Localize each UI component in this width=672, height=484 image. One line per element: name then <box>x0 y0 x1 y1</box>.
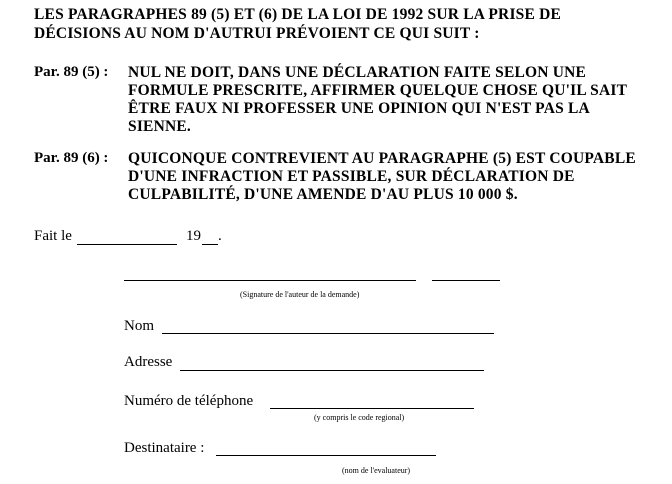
signature-caption: (Signature de l'auteur de la demande) <box>240 290 360 299</box>
paragraph-5-line-3: ÊTRE FAUX NI PROFESSER UNE OPINION QUI N'EST PAS LA <box>128 100 590 117</box>
destinataire-caption: (nom de l'evaluateur) <box>342 466 411 475</box>
telephone-label: Numéro de téléphone <box>124 393 254 409</box>
adresse-field[interactable] <box>180 370 484 371</box>
paragraph-6-line-3: CULPABILITÉ, D'UNE AMENDE D'AU PLUS 10 000 $. <box>128 186 518 203</box>
paragraph-6-line-2: D'UNE INFRACTION ET PASSIBLE, SUR DÉCLARATION DE <box>128 168 575 185</box>
year-prefix: 19 <box>186 228 201 244</box>
paragraph-5-text <box>128 64 668 136</box>
paragraph-5-line-2: FORMULE PRESCRITE, AFFIRMER QUELQUE CHOSE QU'IL SAIT <box>128 82 628 99</box>
paragraph-5-line-4: SIENNE. <box>128 118 191 135</box>
paragraph-5-label: Par. 89 (5) : <box>34 64 109 80</box>
signature-date-field[interactable] <box>432 280 500 281</box>
year-period: . <box>218 228 222 244</box>
intro-line-2: DÉCISIONS AU NOM D'AUTRUI PRÉVOIENT CE QUI SUIT : <box>34 25 480 42</box>
date-day-field[interactable] <box>77 244 177 245</box>
adresse-label: Adresse <box>124 354 173 370</box>
paragraph-5-line-1: NUL NE DOIT, DANS UNE DÉCLARATION FAITE SELON UNE <box>128 64 587 81</box>
intro-statement <box>34 5 654 43</box>
paragraph-6-label: Par. 89 (6) : <box>34 150 109 166</box>
destinataire-field[interactable] <box>216 455 436 456</box>
date-year-field[interactable] <box>202 244 218 245</box>
intro-line-1: LES PARAGRAPHES 89 (5) ET (6) DE LA LOI DE 1992 SUR LA PRISE DE <box>34 6 562 23</box>
destinataire-label: Destinataire : <box>124 440 205 456</box>
nom-field[interactable] <box>162 333 494 334</box>
paragraph-6-line-1: QUICONQUE CONTREVIENT AU PARAGRAPHE (5) EST COUPABLE <box>128 150 636 167</box>
telephone-caption: (y compris le code regional) <box>314 413 405 422</box>
nom-label: Nom <box>124 318 154 334</box>
paragraph-6-text <box>128 150 668 204</box>
fait-le-label: Fait le <box>34 228 72 244</box>
signature-field[interactable] <box>124 280 416 281</box>
telephone-field[interactable] <box>270 408 474 409</box>
